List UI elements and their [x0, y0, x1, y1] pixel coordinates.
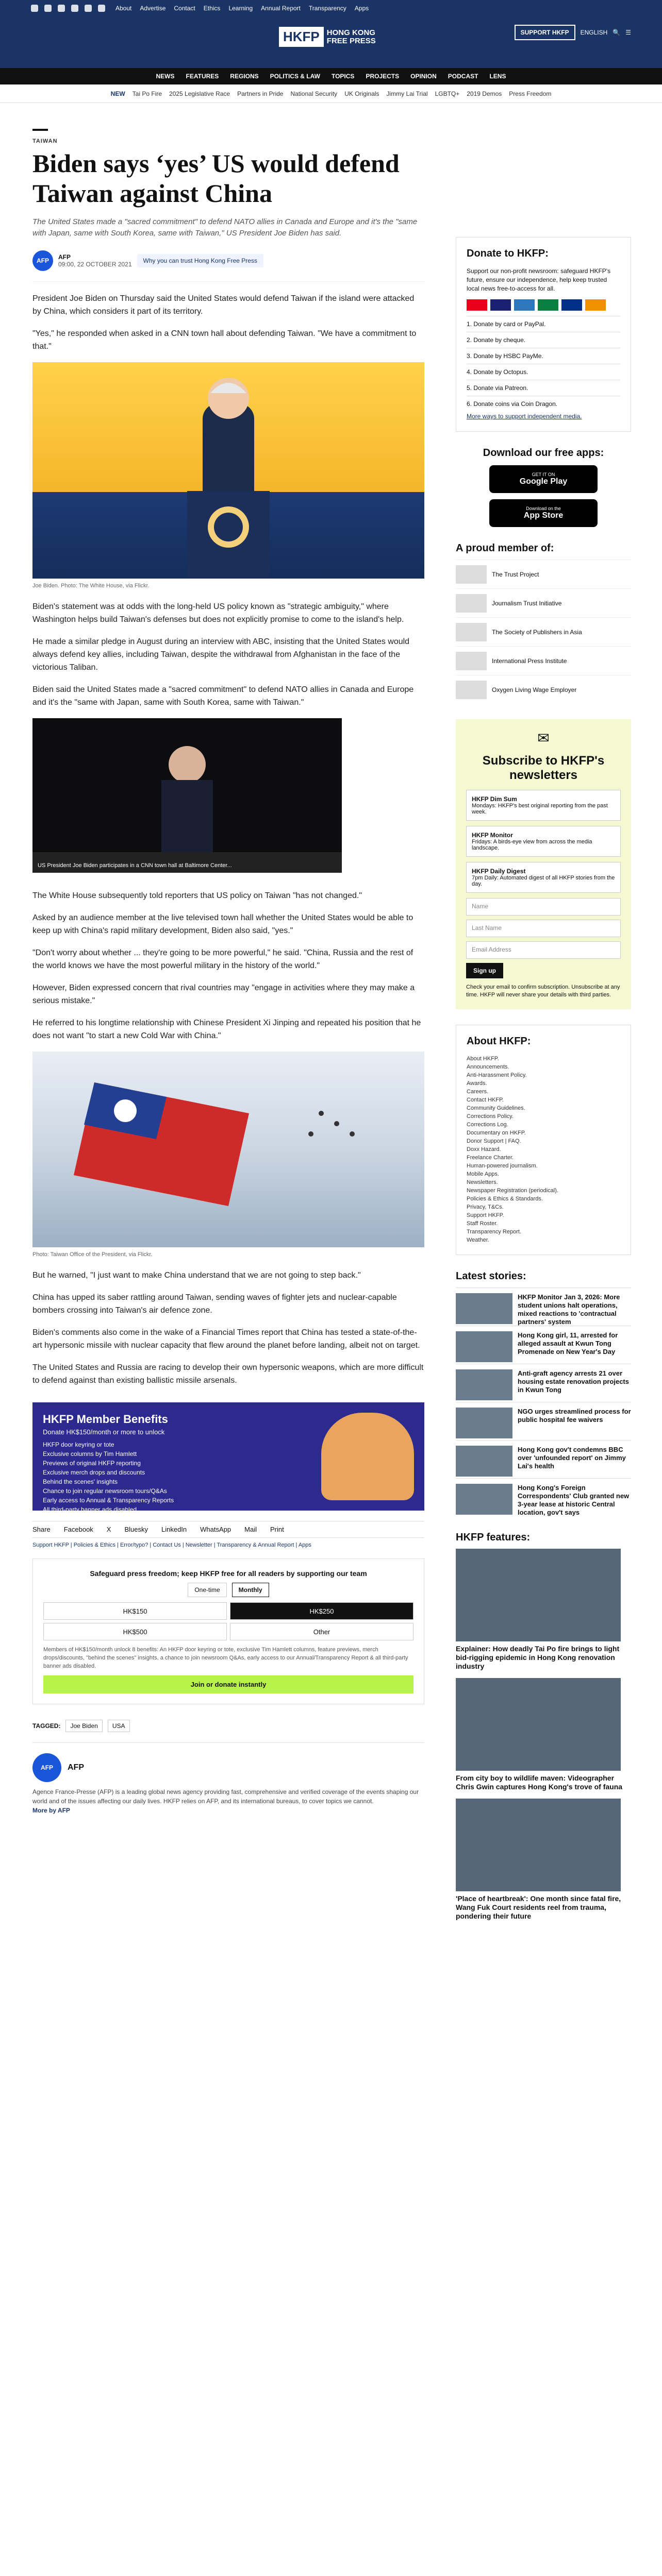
- nav-item[interactable]: REGIONS: [230, 73, 259, 80]
- author-avatar[interactable]: AFP: [32, 1753, 61, 1782]
- octopus-icon: [585, 299, 606, 311]
- tier-option[interactable]: HK$150: [43, 1602, 227, 1620]
- donate-box: [456, 237, 631, 432]
- app-store-label: App Store: [523, 511, 564, 520]
- about-link[interactable]: Corrections Policy.: [467, 1113, 514, 1120]
- feature-thumb: [456, 1678, 621, 1771]
- newsletter-option[interactable]: [466, 826, 621, 857]
- email-input[interactable]: Email Address: [466, 941, 621, 959]
- trending-item[interactable]: 2025 Legislative Race: [169, 90, 230, 97]
- paragraph: President Joe Biden on Thursday said the United States would defend Taiwan if the island were attacked by China, which considers it part of its territory.: [32, 294, 415, 316]
- about-link[interactable]: Contact HKFP.: [467, 1097, 504, 1103]
- story-item[interactable]: [456, 1440, 631, 1478]
- member-org[interactable]: [456, 588, 631, 617]
- share-bar: [32, 1521, 424, 1538]
- newsletter-box: [456, 719, 631, 1009]
- promo-item: All third-party banner ads disabled: [43, 1506, 137, 1513]
- trending-label: NEW: [110, 90, 125, 97]
- trust-project-logo: [456, 565, 487, 584]
- about-link[interactable]: About HKFP.: [467, 1056, 499, 1062]
- nav-item[interactable]: FEATURES: [186, 73, 219, 80]
- share-link[interactable]: Bluesky: [124, 1526, 148, 1533]
- feature-thumb: [456, 1799, 621, 1891]
- tier-note: Members of HK$150/month unlock 8 benefits: An HKFP door keyring or tote, exclusive Tim Hamlett columns, feature previews, merch drops/discounts, "behind the scenes" insights, a chance to join newsroom Q&As, early access to our Annual/Transparency Report & all third-party banner ads disabled.: [43, 1647, 408, 1669]
- member-name: International Press Institute: [492, 657, 567, 665]
- promo-item: Chance to join regular newsroom tours/Q&As: [43, 1487, 167, 1495]
- about-link[interactable]: Careers.: [467, 1089, 489, 1095]
- logo-line1: HONG KONG: [326, 28, 375, 37]
- donation-widget: [32, 1558, 424, 1704]
- about-link[interactable]: Donor Support | FAQ.: [467, 1138, 521, 1144]
- member-org[interactable]: [456, 675, 631, 704]
- nav-item[interactable]: POLITICS & LAW: [270, 73, 320, 80]
- app-store-small: Download on the: [526, 506, 561, 511]
- top-links: [115, 5, 369, 12]
- more-by-author[interactable]: More by AFP: [32, 1807, 70, 1814]
- nav-item[interactable]: OPINION: [410, 73, 437, 80]
- payment-logos: [467, 299, 620, 311]
- join-button[interactable]: Join or donate instantly: [43, 1675, 413, 1693]
- trending-item[interactable]: Press Freedom: [509, 90, 552, 97]
- nav-item[interactable]: TOPICS: [331, 73, 355, 80]
- oxfam-logo: [456, 681, 487, 699]
- town-hall-caption: US President Joe Biden participates in a CNN town hall at Baltimore Center...: [38, 862, 232, 869]
- menu-icon[interactable]: ☰: [625, 29, 631, 36]
- masthead-actions: [515, 25, 631, 40]
- about-link[interactable]: Weather.: [467, 1237, 489, 1243]
- paragraph: Biden said the United States made a "sacred commitment" to defend NATO allies in Canada and Europe and it's the "same with Japan, same with South Korea, same with Taiwan.": [32, 685, 414, 707]
- about-title: About HKFP:: [467, 1036, 531, 1047]
- deer-mascot: [321, 1413, 414, 1500]
- top-link[interactable]: Advertise: [140, 5, 166, 12]
- trending-item[interactable]: National Security: [290, 90, 338, 97]
- about-link[interactable]: Newsletters.: [467, 1179, 498, 1185]
- newsletter-option[interactable]: [466, 862, 621, 893]
- member-name: The Trust Project: [492, 570, 539, 578]
- name-input[interactable]: Name: [466, 898, 621, 916]
- newsletter-option[interactable]: [466, 790, 621, 821]
- language-selector[interactable]: ENGLISH: [580, 29, 608, 36]
- author-bio: Agence France-Presse (AFP) is a leading global news agency providing fast, comprehensive and verified coverage of the events shaping our world and of the issues affecting our daily lives. HKFP relies on AFP, and its international bureaus, to cover topics we cannot.: [32, 1788, 419, 1805]
- tier-grid: [43, 1602, 413, 1640]
- paragraph: "Don't worry about whether ... they're going to be more powerful," he said. "China, Russia and the rest of the world knows we have the most powerful military in the history of the world.": [32, 948, 413, 970]
- nl-opt-desc: Fridays: A birds-eye view from across the media landscape.: [472, 839, 592, 851]
- sopa-logo: [456, 623, 487, 641]
- story-item[interactable]: [456, 1364, 631, 1402]
- paragraph: He referred to his longtime relationship with Chinese President Xi Jinping and repeated his position that he does not want "to start a new Cold War with China.": [32, 1019, 421, 1040]
- features-box: [456, 1532, 631, 1921]
- mastercard-icon: [467, 299, 487, 311]
- newsletter-note: Check your email to confirm subscription. Unsubscribe at any time. HKFP will never share your details with third parties.: [466, 984, 620, 998]
- about-link[interactable]: Privacy, T&Cs.: [467, 1204, 504, 1210]
- about-link[interactable]: Anti-Harassment Policy.: [467, 1072, 527, 1078]
- about-link[interactable]: Newspaper Registration (periodical).: [467, 1188, 558, 1194]
- nav-item[interactable]: NEWS: [156, 73, 175, 80]
- byline: [32, 250, 424, 282]
- promo-sub: Donate HK$150/month or more to unlock: [43, 1428, 165, 1436]
- share-link[interactable]: WhatsApp: [200, 1526, 231, 1533]
- paragraph: Biden's comments also come in the wake of a Financial Times report that China has tested a state-of-the-art hypersonic missile with nuclear capacity that flew around the planet before landing, albeit not on target.: [32, 1328, 420, 1350]
- donation-headline: Safeguard press freedom; keep HKFP free for all readers by supporting our team: [90, 1569, 367, 1578]
- nl-opt-desc: 7pm Daily: Automated digest of all HKFP stories from the day.: [472, 875, 615, 887]
- flag-illustration: [32, 1052, 424, 1247]
- trending-bar: [0, 84, 662, 103]
- photo-caption: Photo: Taiwan Office of the President, via Flickr.: [32, 1251, 153, 1258]
- story-title: Hong Kong's Foreign Correspondents' Club granted new 3-year lease at historic Central location, gov't says: [518, 1484, 630, 1516]
- feature-item[interactable]: [456, 1549, 631, 1671]
- biden-photo: [32, 362, 424, 579]
- feature-item[interactable]: [456, 1799, 631, 1921]
- tab-one-time[interactable]: One-time: [188, 1583, 226, 1597]
- apps-box: [456, 447, 631, 527]
- top-link[interactable]: Apps: [354, 5, 369, 12]
- nl-opt-title: HKFP Dim Sum: [472, 795, 517, 803]
- author-name[interactable]: AFP: [58, 253, 71, 261]
- nl-opt-desc: Mondays: HKFP's best original reporting from the past week.: [472, 803, 608, 815]
- logo-mark: HKFP: [279, 27, 324, 47]
- tag[interactable]: Joe Biden: [65, 1720, 102, 1732]
- google-play-button[interactable]: [489, 465, 598, 493]
- about-link[interactable]: Awards.: [467, 1080, 487, 1087]
- article: [32, 129, 424, 1815]
- latest-stories: [456, 1270, 631, 1516]
- donate-method[interactable]: 2. Donate by cheque.: [467, 332, 620, 348]
- visa-icon: [490, 299, 511, 311]
- story-item[interactable]: [456, 1402, 631, 1440]
- story-title: NGO urges streamlined process for public hospital fee waivers: [518, 1408, 631, 1423]
- last-name-input[interactable]: Last Name: [466, 920, 621, 937]
- logo-text: [327, 29, 376, 45]
- article-title: Biden says ‘yes’ US would defend Taiwan against China: [32, 149, 400, 208]
- member-org[interactable]: [456, 646, 631, 675]
- jcb-icon: [538, 299, 558, 311]
- signup-button[interactable]: Sign up: [466, 963, 503, 978]
- about-link[interactable]: Freelance Charter.: [467, 1155, 514, 1161]
- tier-option[interactable]: Other: [230, 1623, 413, 1640]
- trending-item[interactable]: Jimmy Lai Trial: [386, 90, 428, 97]
- top-link[interactable]: Annual Report: [261, 5, 301, 12]
- paragraph: Asked by an audience member at the live televised town hall whether the United States would be able to keep up with China's rapid military development, Biden also said, "yes.": [32, 913, 413, 935]
- story-item[interactable]: [456, 1287, 631, 1326]
- donate-title: Donate to HKFP:: [467, 248, 549, 259]
- donate-methods: [467, 316, 620, 412]
- member-name: Journalism Trust Initiative: [492, 599, 562, 607]
- tags-label: TAGGED:: [32, 1722, 61, 1730]
- about-link[interactable]: Human-powered journalism.: [467, 1163, 538, 1169]
- feature-title: Explainer: How deadly Tai Po fire brings to light bid-rigging epidemic in Hong Kong renovation industry: [456, 1645, 620, 1670]
- paragraph: He made a similar pledge in August during an interview with ABC, insisting that the United States would always defend key allies, including Taiwan, despite the withdrawal from Afghanistan in the face of the victorious Taliban.: [32, 637, 410, 672]
- top-link[interactable]: Contact: [174, 5, 195, 12]
- town-hall-photo: [32, 718, 342, 873]
- share-link[interactable]: Facebook: [63, 1526, 93, 1533]
- social-links: [31, 5, 105, 12]
- about-link[interactable]: Staff Roster.: [467, 1221, 498, 1227]
- member-name: The Society of Publishers in Asia: [492, 628, 582, 636]
- member-benefits-banner[interactable]: [32, 1402, 424, 1511]
- about-list: [467, 1055, 620, 1244]
- latest-title: Latest stories:: [456, 1270, 526, 1282]
- share-link[interactable]: Mail: [244, 1526, 257, 1533]
- tab-monthly[interactable]: Monthly: [232, 1583, 269, 1597]
- support-button[interactable]: SUPPORT HKFP: [515, 25, 575, 40]
- story-item[interactable]: [456, 1478, 631, 1516]
- jti-logo: [456, 594, 487, 613]
- google-play-small: GET IT ON: [532, 472, 555, 477]
- trending-item[interactable]: Tai Po Fire: [132, 90, 162, 97]
- paragraph: The White House subsequently told reporters that US policy on Taiwan "has not changed.": [32, 891, 362, 900]
- x-icon[interactable]: [44, 5, 52, 12]
- promo-item: Exclusive merch drops and discounts: [43, 1469, 145, 1476]
- app-store-button[interactable]: [489, 499, 598, 527]
- logo-line2: FREE PRESS: [326, 36, 376, 45]
- mail-icon: ✉: [537, 730, 550, 746]
- amex-icon: [514, 299, 535, 311]
- paypal-icon: [561, 299, 582, 311]
- youtube-icon[interactable]: [71, 5, 78, 12]
- nav-item[interactable]: PODCAST: [448, 73, 478, 80]
- member-org[interactable]: [456, 560, 631, 588]
- about-box: [456, 1025, 631, 1255]
- site-logo[interactable]: [279, 27, 376, 47]
- about-link[interactable]: Transparency Report.: [467, 1229, 521, 1235]
- linkedin-icon[interactable]: [85, 5, 92, 12]
- nav-item[interactable]: PROJECTS: [366, 73, 400, 80]
- tag[interactable]: USA: [108, 1720, 130, 1732]
- about-link[interactable]: Support HKFP.: [467, 1212, 504, 1218]
- tier-option[interactable]: HK$500: [43, 1623, 227, 1640]
- promo-item: Behind the scenes' insights: [43, 1478, 118, 1485]
- donate-method[interactable]: 5. Donate via Patreon.: [467, 380, 620, 396]
- article-excerpt: The United States made a "sacred commitment" to defend NATO allies in Canada and Europe and it's the "same with Japan, same with South Korea, same with Taiwan," US President Joe Biden has said.: [32, 217, 418, 238]
- trending-item[interactable]: LGBTQ+: [435, 90, 460, 97]
- about-link[interactable]: Mobile Apps.: [467, 1171, 499, 1177]
- promo-list: [43, 1440, 174, 1514]
- feature-thumb: [456, 1549, 621, 1641]
- feature-title: From city boy to wildlife maven: Videographer Chris Gwin captures Hong Kong's trove of fauna: [456, 1774, 623, 1791]
- about-link[interactable]: Announcements.: [467, 1064, 509, 1070]
- masthead: [0, 16, 662, 68]
- share-link[interactable]: LinkedIn: [161, 1526, 187, 1533]
- tags: [32, 1720, 424, 1732]
- paragraph: China has upped its saber rattling around Taiwan, sending waves of fighter jets and nuclear-capable bombers crossing into Taiwan's air defence zone.: [32, 1293, 397, 1315]
- paragraph: The United States and Russia are racing to develop their own hypersonic weapons, which are more difficult to defend against than existing ballistic missile arsenals.: [32, 1363, 424, 1385]
- donate-method[interactable]: 6. Donate coins via Coin Dragon.: [467, 396, 620, 412]
- top-link[interactable]: Learning: [228, 5, 253, 12]
- donate-method[interactable]: 1. Donate by card or PayPal.: [467, 316, 620, 332]
- main-nav: [0, 68, 662, 84]
- photo-caption: Joe Biden. Photo: The White House, via Flickr.: [32, 583, 150, 589]
- author-box-name[interactable]: AFP: [68, 1763, 84, 1772]
- promo-item: Exclusive columns by Tim Hamlett: [43, 1450, 137, 1458]
- top-link[interactable]: Ethics: [203, 5, 221, 12]
- share-link[interactable]: Share: [32, 1526, 51, 1533]
- trending-item[interactable]: UK Originals: [344, 90, 379, 97]
- story-thumb: [456, 1293, 512, 1324]
- publish-date: 09:00, 22 OCTOBER 2021: [58, 261, 132, 268]
- paragraph: "Yes," he responded when asked in a CNN town hall about defending Taiwan. "We have a commitment to that.": [32, 329, 417, 351]
- town-hall-illustration: [32, 718, 342, 873]
- author-box: [32, 1742, 424, 1815]
- search-icon[interactable]: 🔍: [613, 29, 621, 36]
- paragraph: However, Biden expressed concern that rival countries may "engage in activities where they may make a serious mistake.": [32, 984, 415, 1005]
- story-title: HKFP Monitor Jan 3, 2026: More student unions halt operations, mixed reactions to 'contractual partners' system: [518, 1293, 620, 1326]
- newsletter-title: Subscribe to HKFP's newsletters: [482, 754, 605, 782]
- promo-item: Early access to Annual & Transparency Reports: [43, 1497, 174, 1504]
- kicker-rule: [32, 129, 48, 131]
- about-link[interactable]: Community Guidelines.: [467, 1105, 525, 1111]
- story-title: Anti-graft agency arrests 21 over housing estate renovation projects in Kwun Tong: [518, 1369, 629, 1394]
- story-title: Hong Kong girl, 11, arrested for alleged assault at Kwun Tong Promenade on New Year's Day: [518, 1331, 618, 1355]
- promo-title: HKFP Member Benefits: [43, 1413, 168, 1426]
- ipi-logo: [456, 652, 487, 670]
- top-link[interactable]: Transparency: [308, 5, 346, 12]
- article-category[interactable]: TAIWAN: [32, 138, 58, 144]
- top-bar: [0, 0, 662, 16]
- member-name: Oxygen Living Wage Employer: [492, 686, 577, 693]
- biden-illustration: [32, 362, 424, 579]
- nl-opt-title: HKFP Daily Digest: [472, 868, 526, 875]
- promo-item: Previews of original HKFP reporting: [43, 1460, 141, 1467]
- trust-link[interactable]: Why you can trust Hong Kong Free Press: [137, 254, 263, 267]
- more-ways-link[interactable]: More ways to support independent media.: [467, 413, 582, 420]
- trending-item[interactable]: Partners in Pride: [237, 90, 284, 97]
- trending-item[interactable]: 2019 Demos: [467, 90, 502, 97]
- tier-option[interactable]: HK$250: [230, 1602, 413, 1620]
- donate-intro: Support our non-profit newsroom: safeguard HKFP's future, ensure our independence, help keep trusted local news free-to-access for all.: [467, 267, 611, 292]
- nl-opt-title: HKFP Monitor: [472, 832, 513, 839]
- author-avatar[interactable]: AFP: [32, 250, 53, 271]
- about-link[interactable]: Doxx Hazard.: [467, 1146, 501, 1153]
- telegram-icon[interactable]: [98, 5, 105, 12]
- sidebar: [456, 237, 631, 1928]
- story-thumb: [456, 1408, 512, 1438]
- story-thumb: [456, 1484, 512, 1515]
- google-play-label: Google Play: [519, 477, 568, 486]
- about-link[interactable]: Policies & Ethics & Standards.: [467, 1196, 543, 1202]
- facebook-icon[interactable]: [31, 5, 38, 12]
- member-title: A proud member of:: [456, 543, 554, 554]
- story-title: Hong Kong gov't condemns BBC over 'unfounded report' on Jimmy Lai's health: [518, 1446, 626, 1470]
- story-thumb: [456, 1369, 512, 1400]
- paragraph: But he warned, "I just want to make China understand that we are not going to step back.": [32, 1271, 361, 1280]
- article-body: [32, 292, 424, 1387]
- feature-item[interactable]: [456, 1678, 631, 1791]
- share-link[interactable]: Print: [270, 1526, 284, 1533]
- top-link[interactable]: About: [115, 5, 132, 12]
- features-title: HKFP features:: [456, 1532, 531, 1543]
- share-link[interactable]: X: [106, 1526, 111, 1533]
- story-thumb: [456, 1446, 512, 1477]
- taiwan-flag-photo: [32, 1052, 424, 1247]
- about-link[interactable]: Documentary on HKFP.: [467, 1130, 526, 1136]
- story-thumb: [456, 1331, 512, 1362]
- footer-links[interactable]: Support HKFP | Policies & Ethics | Error/typo? | Contact Us | Newsletter | Transparency & Annual Report | Apps: [32, 1542, 311, 1548]
- donate-method[interactable]: 4. Donate by Octopus.: [467, 364, 620, 380]
- apps-title: Download our free apps:: [483, 447, 604, 459]
- instagram-icon[interactable]: [58, 5, 65, 12]
- story-item[interactable]: [456, 1326, 631, 1364]
- promo-item: HKFP door keyring or tote: [43, 1441, 114, 1448]
- nav-item[interactable]: LENS: [489, 73, 506, 80]
- member-org[interactable]: [456, 617, 631, 646]
- about-link[interactable]: Corrections Log.: [467, 1122, 508, 1128]
- feature-title: 'Place of heartbreak': One month since fatal fire, Wang Fuk Court residents reel from trauma, pondering their future: [456, 1894, 621, 1920]
- paragraph: Biden's statement was at odds with the long-held US policy known as "strategic ambiguity," where Washington helps build Taiwan's defenses but does not explicitly promise to come to the island's help.: [32, 602, 404, 624]
- member-box: [456, 543, 631, 704]
- donate-method[interactable]: 3. Donate by HSBC PayMe.: [467, 348, 620, 364]
